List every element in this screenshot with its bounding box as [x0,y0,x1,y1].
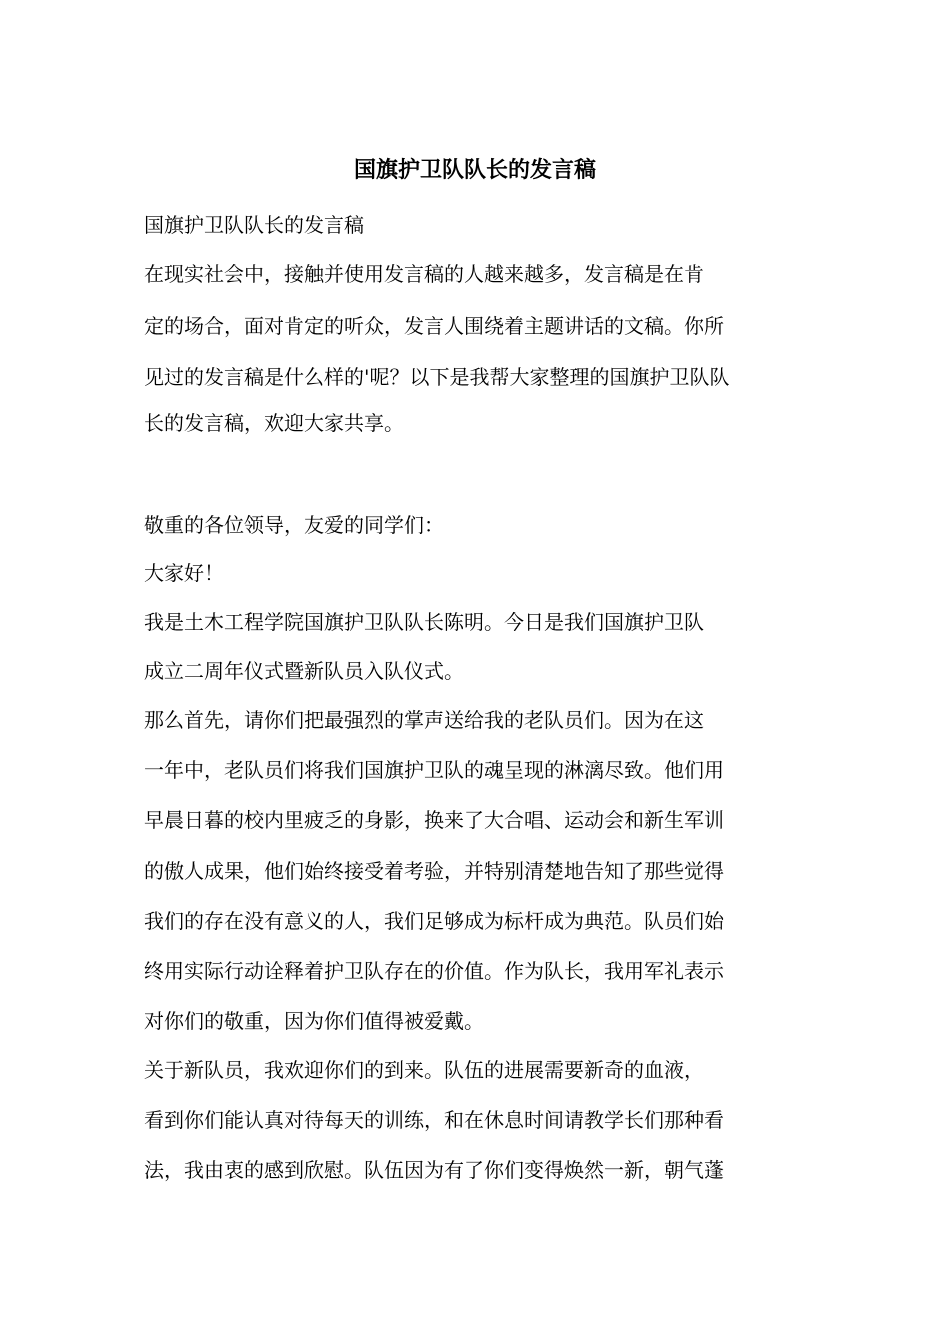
paragraph-line: 成立二周年仪式暨新队员入队仪式。 [144,659,464,683]
paragraph-line: 见过的发言稿是什么样的'呢？以下是我帮大家整理的国旗护卫队队 [144,365,730,389]
subtitle-line: 国旗护卫队队长的发言稿 [144,213,364,237]
paragraph-line: 关于新队员，我欢迎你们的到来。队伍的进展需要新奇的血液， [144,1058,704,1082]
paragraph-line: 看到你们能认真对待每天的训练，和在休息时间请教学长们那种看 [144,1108,724,1132]
document-title: 国旗护卫队队长的发言稿 [353,157,596,183]
salutation-line: 敬重的各位领导，友爱的同学们： [144,513,444,537]
paragraph-line: 我们的存在没有意义的人，我们足够成为标杆成为典范。队员们始 [144,909,724,933]
paragraph-line: 在现实社会中，接触并使用发言稿的人越来越多，发言稿是在肯 [144,262,704,286]
paragraph-line: 定的场合，面对肯定的听众，发言人围绕着主题讲话的文稿。你所 [144,314,724,338]
paragraph-line: 法，我由衷的感到欣慰。队伍因为有了你们变得焕然一新，朝气蓬 [144,1158,724,1182]
paragraph-line: 对你们的敬重，因为你们值得被爱戴。 [144,1009,484,1033]
paragraph-line: 早晨日暮的校内里疲乏的身影，换来了大合唱、运动会和新生军训 [144,808,724,832]
paragraph-line: 我是土木工程学院国旗护卫队队长陈明。今日是我们国旗护卫队 [144,610,704,634]
paragraph-line: 一年中，老队员们将我们国旗护卫队的魂呈现的淋漓尽致。他们用 [144,758,724,782]
greeting-line: 大家好！ [144,561,224,585]
paragraph-line: 长的发言稿，欢迎大家共享。 [144,411,404,435]
paragraph-line: 的傲人成果，他们始终接受着考验，并特别清楚地告知了那些觉得 [144,859,724,883]
paragraph-line: 终用实际行动诠释着护卫队存在的价值。作为队长，我用军礼表示 [144,959,724,983]
paragraph-line: 那么首先，请你们把最强烈的掌声送给我的老队员们。因为在这 [144,708,704,732]
